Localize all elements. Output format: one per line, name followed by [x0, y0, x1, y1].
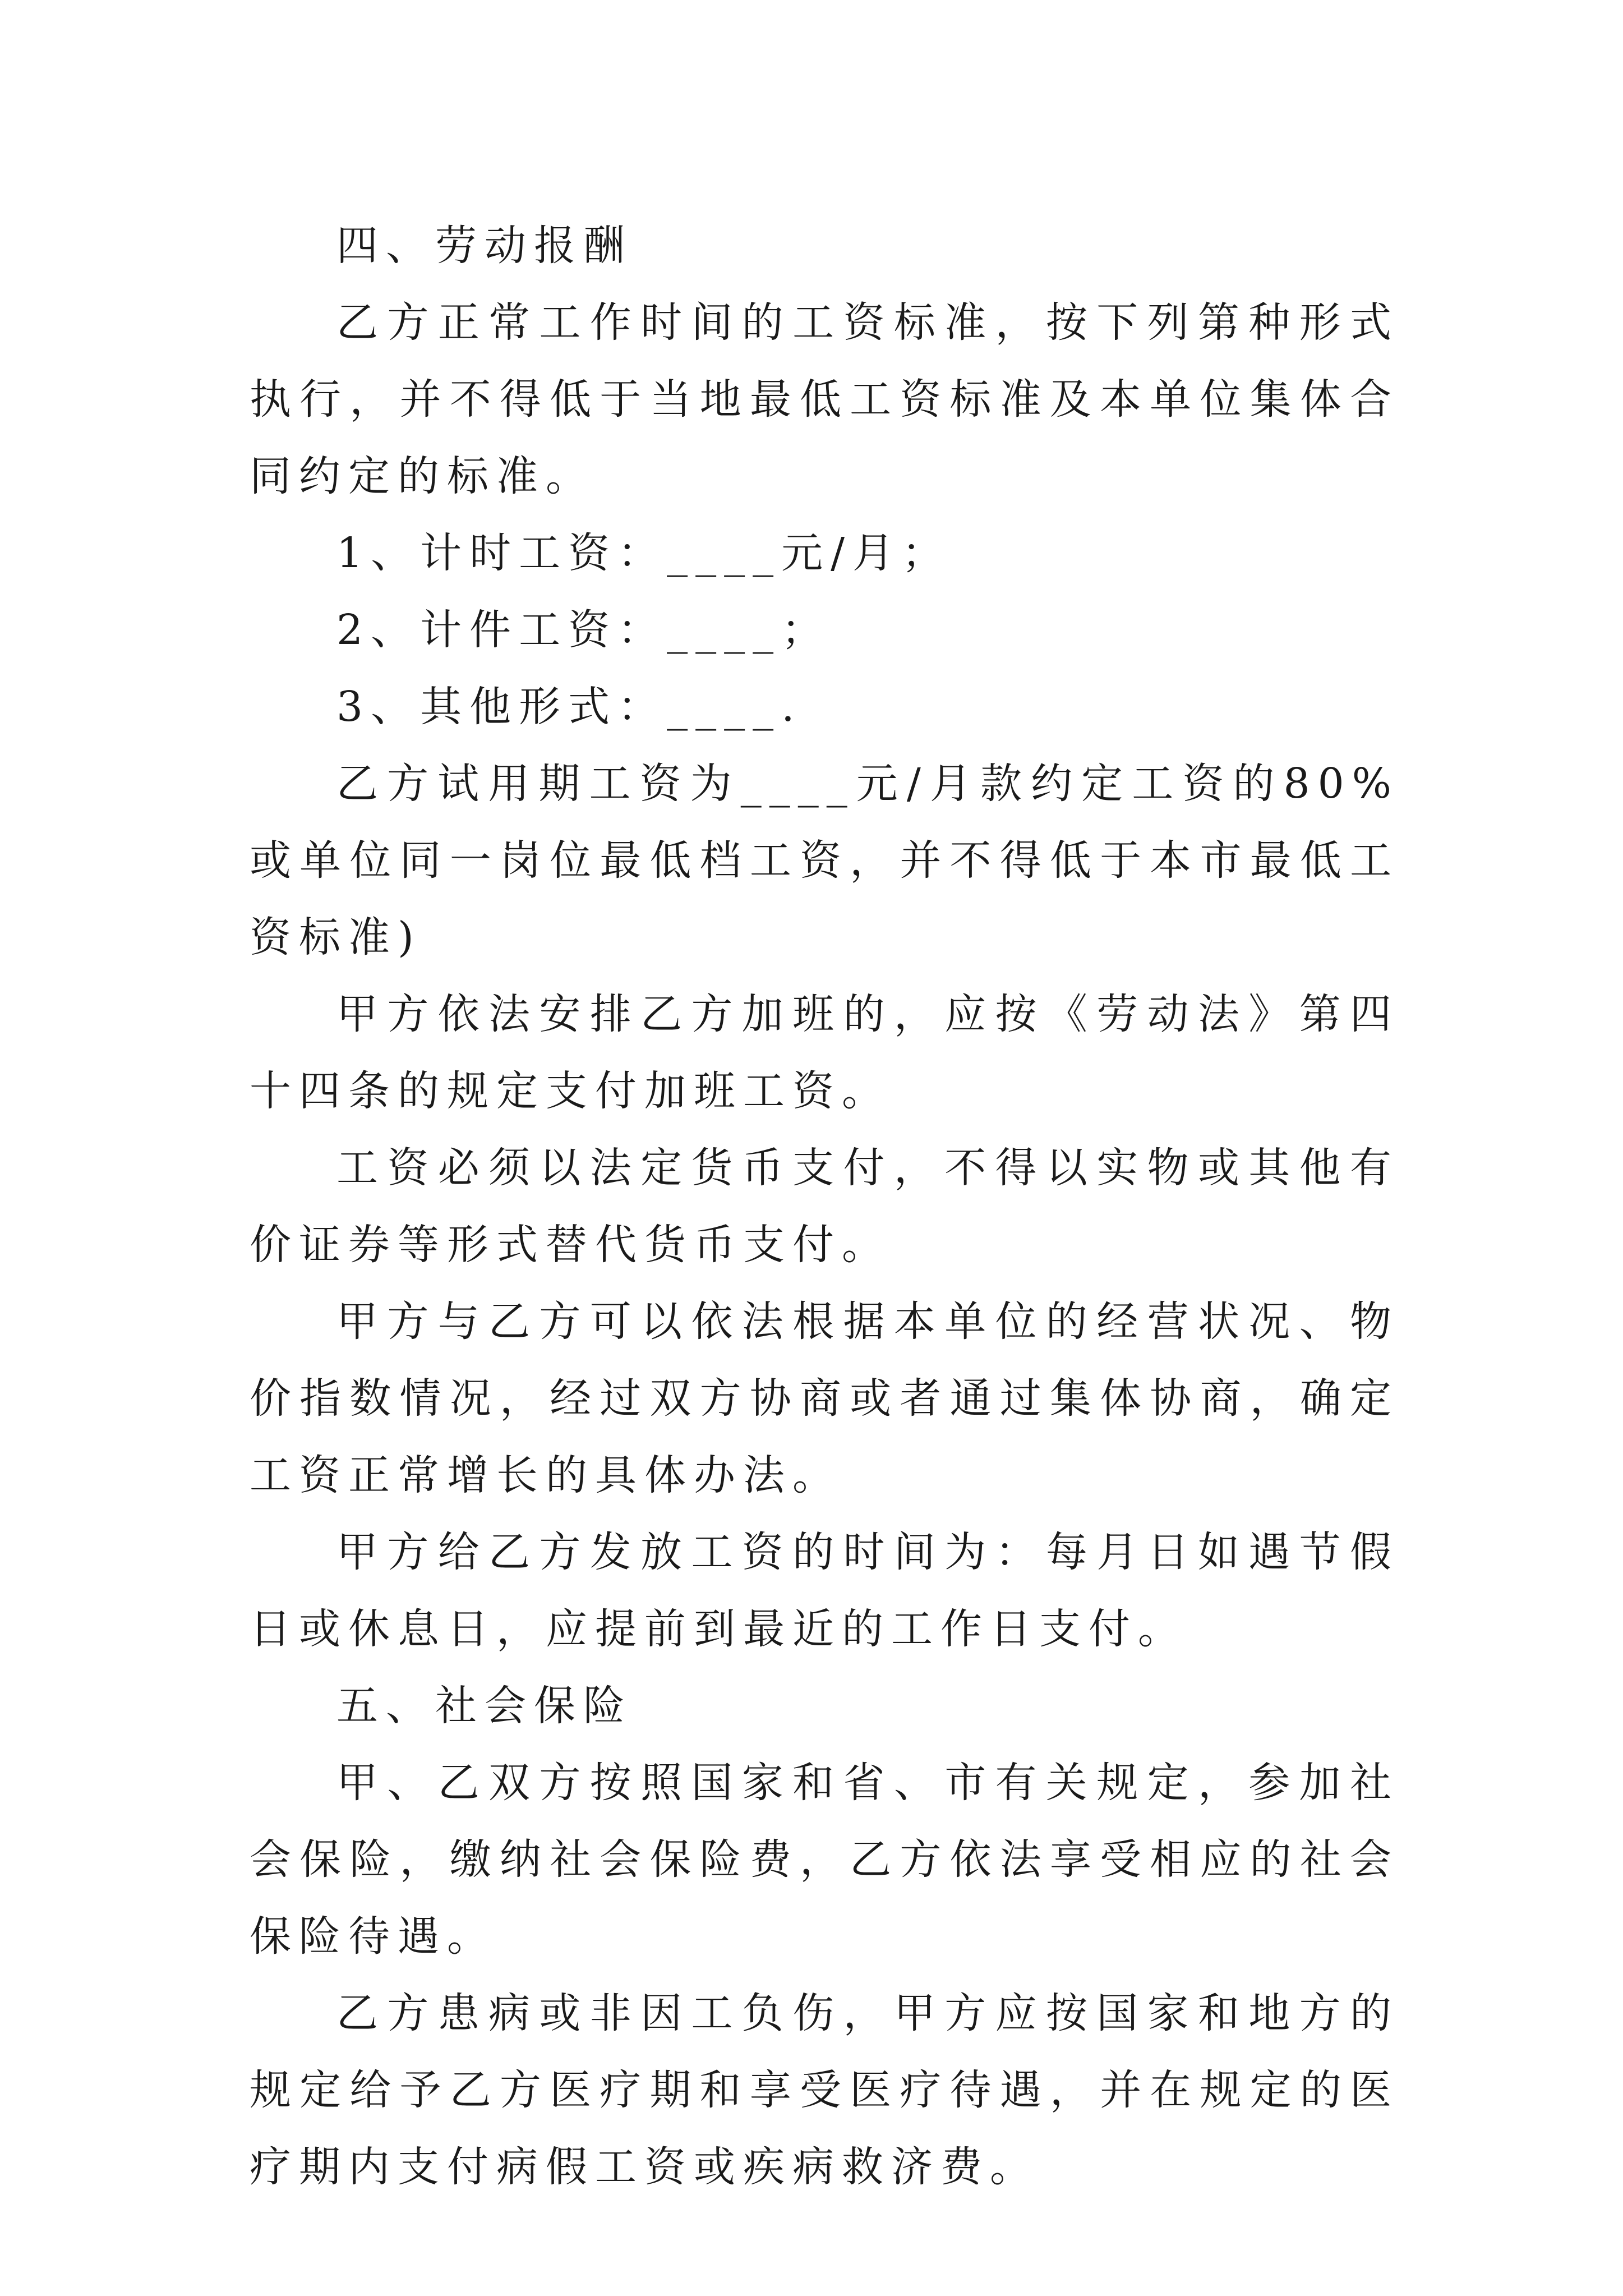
paragraph-overtime-pay: 甲方依法安排乙方加班的，应按《劳动法》第四十四条的规定支付加班工资。	[250, 990, 1399, 1115]
document-body	[250, 208, 1399, 2206]
paragraph-medical-period: 乙方患病或非因工负伤，甲方应按国家和地方的规定给予乙方医疗期和享受医疗待遇，并在规定的医疗期内支付病假工资或疾病救济费。	[250, 1989, 1399, 2191]
list-item-piece-wage: 2、计件工资：____；	[336, 606, 831, 654]
paragraph-payment-date: 甲方给乙方发放工资的时间为：每月日如遇节假日或休息日，应提前到最近的工作日支付。	[250, 1528, 1399, 1653]
section-heading-labor-remuneration: 四、劳动报酬	[336, 222, 633, 270]
paragraph-wage-growth: 甲方与乙方可以依法根据本单位的经营状况、物价指数情况，经过双方协商或者通过集体协商，确定工资正常增长的具体办法。	[250, 1297, 1399, 1499]
paragraph-legal-currency: 工资必须以法定货币支付，不得以实物或其他有价证券等形式替代货币支付。	[250, 1144, 1399, 1269]
paragraph-probation-wage: 乙方试用期工资为____元/月款约定工资的80%或单位同一岗位最低档工资，并不得低于本市最低工资标准)	[250, 760, 1399, 961]
list-item-other-form: 3、其他形式：____.	[336, 683, 803, 731]
paragraph-social-insurance: 甲、乙双方按照国家和省、市有关规定，参加社会保险，缴纳社会保险费，乙方依法享受相应的社会保险待遇。	[250, 1759, 1399, 1961]
paragraph-wage-standard: 乙方正常工作时间的工资标准，按下列第种形式执行，并不得低于当地最低工资标准及本单位集体合同约定的标准。	[250, 298, 1399, 500]
section-heading-social-insurance: 五、社会保险	[336, 1682, 633, 1730]
list-item-hourly-wage: 1、计时工资：____元/月；	[336, 529, 952, 577]
